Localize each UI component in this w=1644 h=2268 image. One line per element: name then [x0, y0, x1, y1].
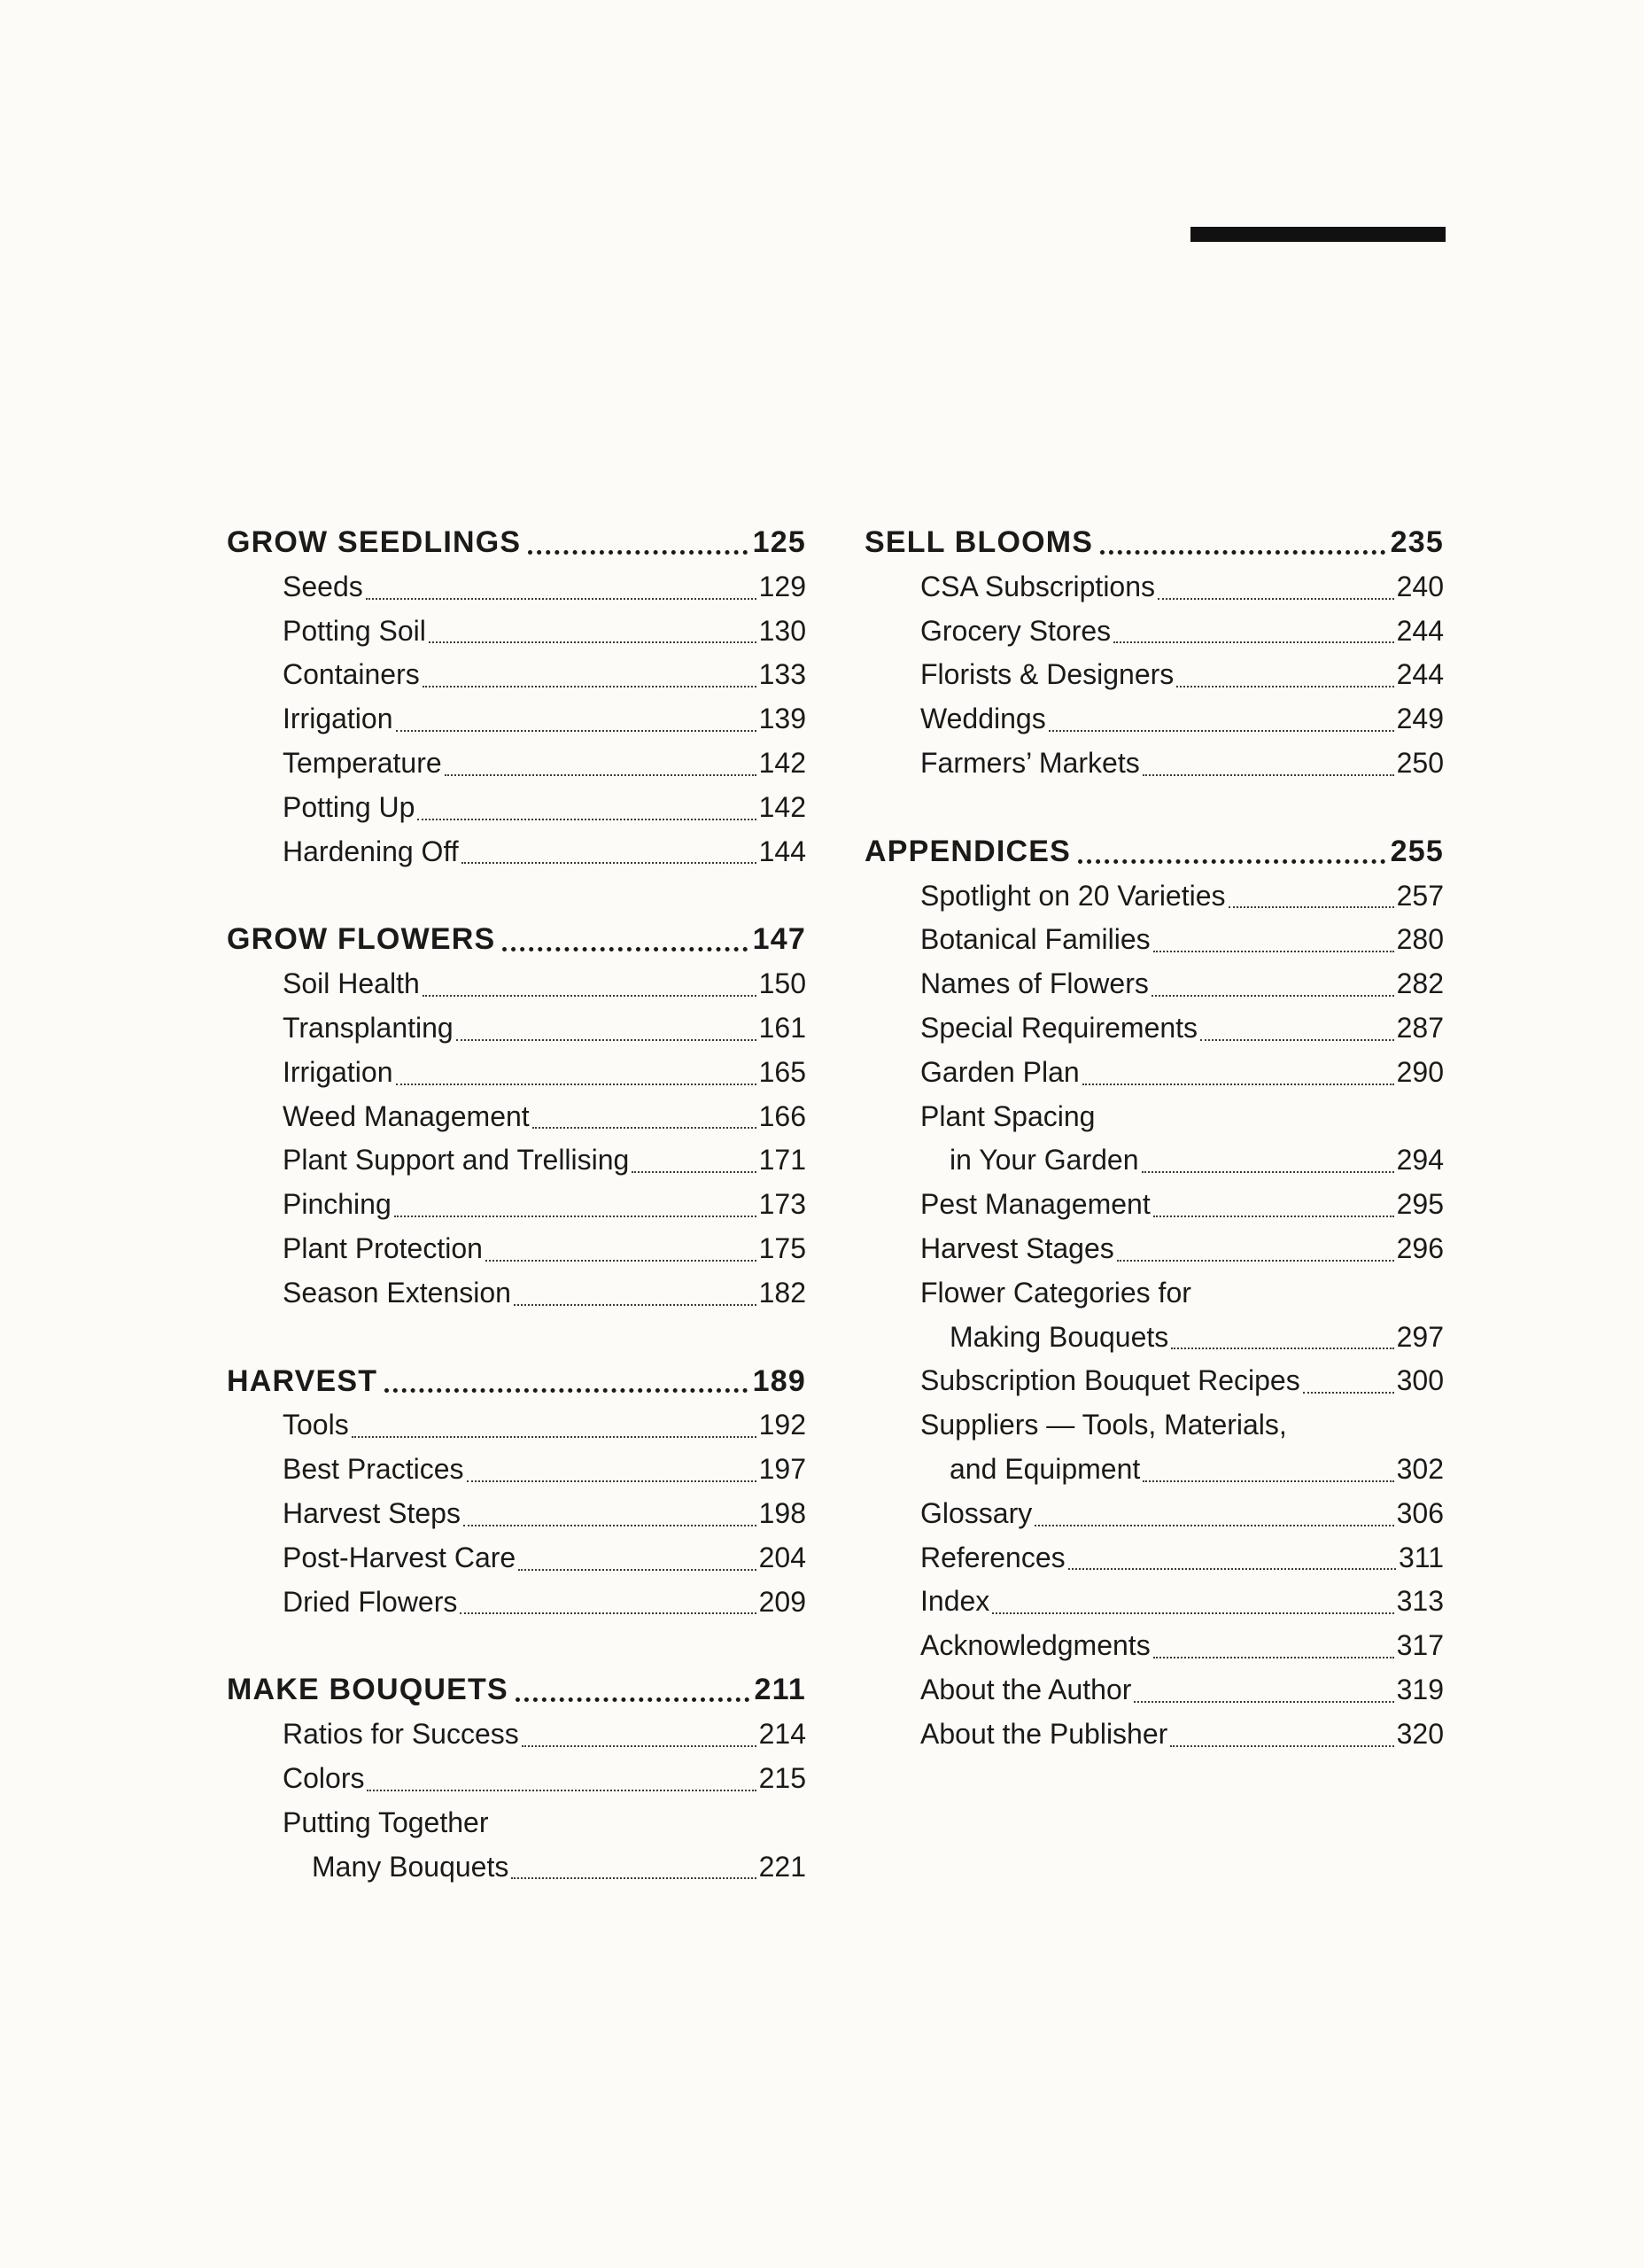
entry-label: About the Publisher: [920, 1717, 1168, 1750]
entry-label: Hardening Off: [283, 835, 459, 867]
entry-label: Pest Management: [920, 1188, 1151, 1221]
dot-leader: [366, 598, 756, 600]
entry-label: Glossary: [920, 1496, 1033, 1529]
entry-label: Index: [920, 1585, 990, 1618]
dot-leader: [1078, 859, 1385, 864]
dot-leader: [1152, 995, 1394, 997]
decorative-rule: [1190, 227, 1446, 242]
toc-entry[interactable]: [227, 1006, 806, 1051]
page-number: 144: [758, 835, 806, 867]
toc-entry[interactable]: [865, 1713, 1444, 1757]
dot-leader: [511, 1877, 756, 1879]
entry-label: Temperature: [283, 746, 442, 779]
dot-leader: [1229, 906, 1394, 908]
toc-entry[interactable]: [227, 1183, 806, 1227]
entry-label: Plant Support and Trellising: [283, 1144, 630, 1177]
page-number: 211: [754, 1673, 806, 1707]
toc-entry[interactable]: [227, 786, 806, 830]
toc-heading[interactable]: [227, 918, 806, 962]
entry-label: Grocery Stores: [920, 614, 1112, 647]
toc-entry[interactable]: [227, 697, 806, 742]
toc-entry-continuation[interactable]: [865, 1138, 1444, 1183]
dot-leader: [1143, 774, 1394, 776]
dot-leader: [394, 1216, 756, 1217]
page-number: 257: [1396, 879, 1444, 912]
toc-entry[interactable]: [865, 1668, 1444, 1713]
section-title: HARVEST: [227, 1363, 378, 1398]
entry-label: Season Extension: [283, 1276, 511, 1309]
dot-leader: [463, 1525, 756, 1526]
page-number: 189: [752, 1363, 806, 1398]
entry-label: About the Author: [920, 1673, 1132, 1705]
page-number: 192: [758, 1409, 806, 1441]
toc-entry[interactable]: [227, 1095, 806, 1139]
dot-leader: [1068, 1568, 1396, 1570]
toc-entry-continuation[interactable]: [865, 1448, 1444, 1492]
dot-leader: [514, 1304, 756, 1306]
entry-label: Weddings: [920, 703, 1046, 735]
toc-entry[interactable]: [865, 918, 1444, 962]
dot-leader: [1153, 951, 1394, 952]
toc-entry-first-line[interactable]: [227, 1801, 806, 1845]
toc-entry[interactable]: [227, 610, 806, 654]
entry-label: Botanical Families: [920, 923, 1151, 956]
toc-entry[interactable]: [227, 1403, 806, 1448]
entry-label: Best Practices: [283, 1453, 464, 1486]
dot-leader: [1200, 1039, 1394, 1041]
toc-entry[interactable]: [227, 1492, 806, 1536]
dot-leader: [632, 1171, 756, 1173]
toc-entry[interactable]: [865, 1580, 1444, 1624]
dot-leader: [1142, 1171, 1394, 1173]
page-number: 142: [758, 746, 806, 779]
dot-leader: [429, 641, 756, 643]
page-number: 182: [758, 1276, 806, 1309]
toc-entry[interactable]: [865, 742, 1444, 786]
toc-section-grow-flowers: [227, 918, 806, 1315]
toc-section-harvest: [227, 1360, 806, 1625]
toc-entry[interactable]: [865, 697, 1444, 742]
page-number: 171: [758, 1144, 806, 1177]
page-number: 139: [758, 703, 806, 735]
page-number: 173: [758, 1188, 806, 1221]
page-number: 129: [758, 570, 806, 602]
dot-leader: [1117, 1260, 1394, 1262]
entry-label: Irrigation: [283, 703, 393, 735]
toc-entry-first-line[interactable]: [865, 1403, 1444, 1448]
entry-label: Potting Soil: [283, 614, 426, 647]
entry-label: References: [920, 1541, 1066, 1573]
entry-label: Spotlight on 20 Varieties: [920, 879, 1226, 912]
entry-label-continued: and Equipment: [950, 1452, 1141, 1485]
entry-label-continued: Many Bouquets: [312, 1850, 509, 1883]
dot-leader: [1134, 1701, 1393, 1703]
dot-leader: [485, 1260, 756, 1262]
dot-leader: [1049, 730, 1394, 732]
toc-entry-continuation[interactable]: [865, 1316, 1444, 1360]
toc-entry-first-line[interactable]: [865, 1095, 1444, 1139]
entry-label: Acknowledgments: [920, 1629, 1151, 1662]
page-number: 313: [1396, 1585, 1444, 1618]
page-number: 280: [1396, 923, 1444, 956]
page-number: 317: [1396, 1629, 1444, 1662]
page-number: 215: [758, 1761, 806, 1794]
dot-leader: [522, 1745, 756, 1747]
entry-label: Plant Protection: [283, 1231, 483, 1264]
dot-leader: [460, 1612, 756, 1614]
entry-label: Post-Harvest Care: [283, 1541, 516, 1573]
page-number: 244: [1396, 614, 1444, 647]
toc-entry[interactable]: [227, 1051, 806, 1095]
page-number: 320: [1396, 1717, 1444, 1750]
page-number: 147: [752, 922, 806, 957]
entry-label: Farmers’ Markets: [920, 746, 1140, 779]
page-number: 295: [1396, 1188, 1444, 1221]
toc-section-make-bouquets: [227, 1668, 806, 1889]
section-title: APPENDICES: [865, 834, 1072, 868]
page-number: 209: [758, 1585, 806, 1618]
entry-label: Names of Flowers: [920, 967, 1149, 1000]
page-number: 142: [758, 790, 806, 823]
entry-label: Ratios for Success: [283, 1718, 519, 1751]
page-number: 311: [1398, 1541, 1444, 1573]
dot-leader: [423, 686, 756, 687]
toc-entry[interactable]: [227, 742, 806, 786]
page-number: 319: [1396, 1673, 1444, 1705]
page-number: 125: [752, 525, 806, 559]
dot-leader: [396, 1084, 756, 1085]
page-number: 296: [1396, 1231, 1444, 1264]
dot-leader: [456, 1039, 756, 1041]
entry-label: Subscription Bouquet Recipes: [920, 1364, 1300, 1397]
page-number: 294: [1396, 1144, 1444, 1177]
toc-section-appendices: [865, 830, 1444, 1757]
toc-entry[interactable]: [227, 1227, 806, 1271]
entry-label: CSA Subscriptions: [920, 570, 1156, 602]
entry-label: Colors: [283, 1761, 365, 1794]
dot-leader: [1082, 1084, 1394, 1085]
page-number: 297: [1396, 1320, 1444, 1353]
dot-leader: [445, 774, 756, 776]
section-title: SELL BLOOMS: [865, 525, 1094, 559]
toc-entry[interactable]: [865, 962, 1444, 1006]
dot-leader: [532, 1127, 756, 1129]
toc-entry[interactable]: [865, 653, 1444, 697]
toc-entry[interactable]: [227, 830, 806, 874]
toc-section-sell-blooms: [865, 521, 1444, 786]
page-number: 161: [758, 1011, 806, 1044]
entry-label: Putting Together: [283, 1806, 489, 1838]
entry-label: Dried Flowers: [283, 1585, 458, 1618]
dot-leader: [528, 550, 747, 555]
toc-entry[interactable]: [227, 565, 806, 610]
entry-label: Containers: [283, 658, 420, 691]
toc-entry[interactable]: [865, 565, 1444, 610]
toc-entry[interactable]: [227, 653, 806, 697]
dot-leader: [1176, 686, 1393, 687]
page-number: 133: [758, 658, 806, 691]
entry-label: Plant Spacing: [920, 1099, 1096, 1132]
entry-label: Tools: [283, 1409, 349, 1441]
page-number: 302: [1396, 1452, 1444, 1485]
page-number: 198: [758, 1496, 806, 1529]
entry-label: Florists & Designers: [920, 658, 1175, 691]
entry-label: Irrigation: [283, 1055, 393, 1088]
toc-heading[interactable]: [227, 1668, 806, 1713]
toc-entry[interactable]: [227, 1757, 806, 1801]
toc-entry[interactable]: [865, 874, 1444, 919]
page-number: 150: [758, 967, 806, 1000]
section-title: MAKE BOUQUETS: [227, 1673, 508, 1707]
dot-leader: [1143, 1480, 1393, 1482]
entry-label: Transplanting: [283, 1011, 454, 1044]
page-number: 214: [758, 1718, 806, 1751]
entry-label-continued: in Your Garden: [950, 1144, 1139, 1177]
page-number: 240: [1396, 570, 1444, 602]
page-number: 306: [1396, 1496, 1444, 1529]
page-number: 255: [1390, 834, 1444, 868]
page-number: 221: [758, 1850, 806, 1883]
toc-entry[interactable]: [865, 1183, 1444, 1227]
dot-leader: [1303, 1392, 1394, 1394]
dot-leader: [352, 1436, 756, 1438]
page-number: 250: [1396, 746, 1444, 779]
entry-label: Pinching: [283, 1188, 392, 1221]
page-number: 244: [1396, 658, 1444, 691]
entry-label: Flower Categories for: [920, 1276, 1191, 1309]
dot-leader: [367, 1790, 756, 1791]
dot-leader: [1035, 1525, 1393, 1526]
dot-leader: [518, 1569, 756, 1571]
dot-leader: [1158, 598, 1394, 600]
dot-leader: [1170, 1745, 1393, 1747]
dot-leader: [1153, 1216, 1394, 1217]
entry-label: Special Requirements: [920, 1011, 1198, 1044]
page-number: 130: [758, 614, 806, 647]
toc-entry[interactable]: [865, 1359, 1444, 1403]
page-number: 282: [1396, 967, 1444, 1000]
dot-leader: [417, 819, 756, 820]
toc-entry-continuation[interactable]: [227, 1845, 806, 1890]
dot-leader: [1113, 641, 1393, 643]
toc-left-column: [227, 521, 806, 1933]
toc-right-column: [865, 521, 1444, 1801]
entry-label: Soil Health: [283, 967, 420, 1000]
dot-leader: [516, 1697, 749, 1702]
toc-heading[interactable]: [865, 830, 1444, 874]
page-number: 287: [1396, 1011, 1444, 1044]
entry-label-continued: Making Bouquets: [950, 1320, 1169, 1353]
page-number: 197: [758, 1453, 806, 1486]
dot-leader: [461, 862, 756, 864]
toc-entry[interactable]: [227, 1581, 806, 1625]
section-title: GROW FLOWERS: [227, 922, 496, 957]
page-number: 300: [1396, 1364, 1444, 1397]
dot-leader: [992, 1612, 1393, 1614]
entry-label: Suppliers — Tools, Materials,: [920, 1409, 1287, 1441]
toc-entry[interactable]: [227, 1138, 806, 1183]
toc-heading[interactable]: [865, 521, 1444, 565]
page-number: 166: [758, 1099, 806, 1132]
toc-heading[interactable]: [227, 521, 806, 565]
toc-entry[interactable]: [865, 1492, 1444, 1536]
toc-entry[interactable]: [865, 1006, 1444, 1051]
page-number: 175: [758, 1231, 806, 1264]
toc-entry[interactable]: [865, 1536, 1444, 1581]
entry-label: Harvest Steps: [283, 1496, 461, 1529]
page-number: 165: [758, 1055, 806, 1088]
section-title: GROW SEEDLINGS: [227, 525, 522, 559]
page-number: 290: [1396, 1055, 1444, 1088]
entry-label: Potting Up: [283, 790, 415, 823]
toc-entry[interactable]: [227, 1713, 806, 1757]
toc-heading[interactable]: [227, 1360, 806, 1404]
toc-section-grow-seedlings: [227, 521, 806, 874]
dot-leader: [396, 730, 756, 732]
toc-entry-first-line[interactable]: [865, 1271, 1444, 1316]
dot-leader: [1100, 550, 1385, 555]
toc-entry[interactable]: [227, 1448, 806, 1492]
dot-leader: [1171, 1348, 1393, 1349]
toc-entry[interactable]: [865, 1051, 1444, 1095]
entry-label: Weed Management: [283, 1099, 530, 1132]
dot-leader: [502, 947, 747, 951]
toc-entry[interactable]: [865, 610, 1444, 654]
page-number: 235: [1390, 525, 1444, 559]
entry-label: Seeds: [283, 570, 363, 602]
dot-leader: [423, 995, 756, 997]
toc-entry[interactable]: [865, 1227, 1444, 1271]
toc-entry[interactable]: [227, 962, 806, 1006]
dot-leader: [467, 1480, 756, 1482]
dot-leader: [1153, 1657, 1394, 1658]
page-number: 249: [1396, 703, 1444, 735]
toc-entry[interactable]: [865, 1624, 1444, 1668]
entry-label: Harvest Stages: [920, 1231, 1114, 1264]
dot-leader: [384, 1388, 747, 1393]
page-number: 204: [758, 1541, 806, 1573]
entry-label: Garden Plan: [920, 1055, 1080, 1088]
toc-entry[interactable]: [227, 1271, 806, 1316]
toc-entry[interactable]: [227, 1536, 806, 1581]
